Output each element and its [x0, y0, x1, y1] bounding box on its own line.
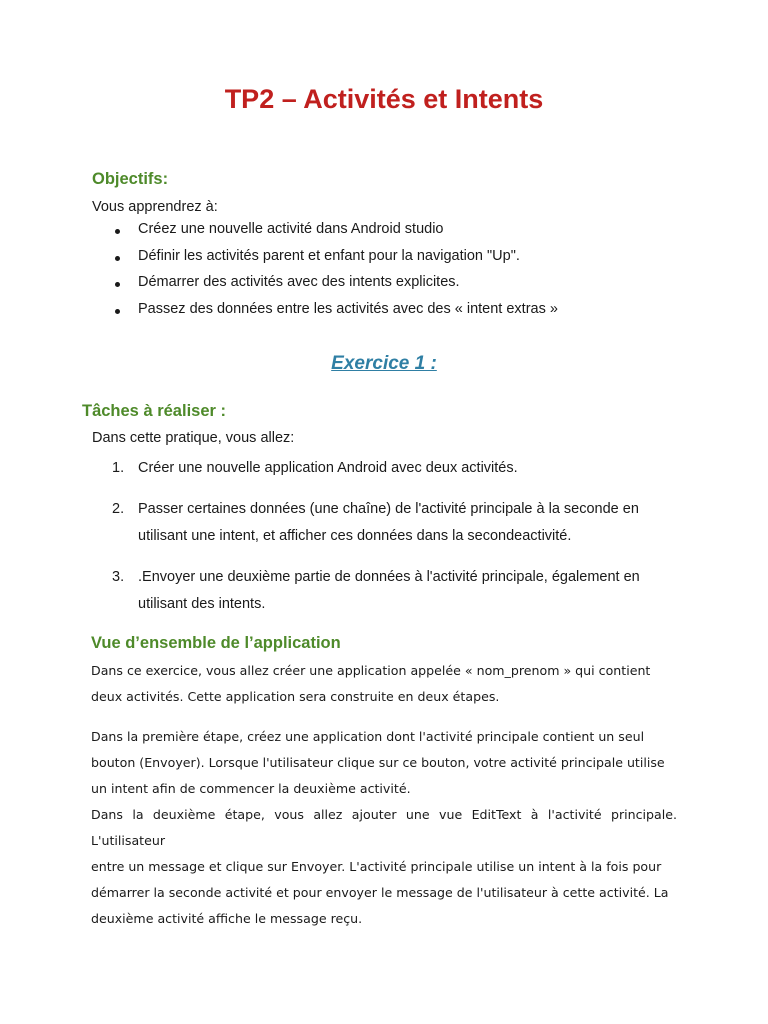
overview-paragraph [91, 658, 677, 710]
task-step [112, 564, 682, 618]
task-step [112, 496, 682, 550]
paragraph-line: Dans la deuxième étape, vous allez ajouter une vue EditText à l'activité principale. L'utilisateur [91, 807, 677, 848]
paragraph-line: deuxième activité affiche le message reçu. [91, 911, 363, 926]
paragraph-line: un intent afin de commencer la deuxième activité. [91, 781, 411, 796]
objectifs-heading: Objectifs: [92, 170, 169, 188]
step-text: utilisant des intents. [138, 596, 266, 612]
taches-steps [112, 455, 682, 618]
step-text: .Envoyer une deuxième partie de données à l'activité principale, également en [138, 569, 640, 585]
paragraph-line: démarrer la seconde activité et pour envoyer le message de l'utilisateur à cette activité. La [91, 885, 669, 900]
document-title: TP2 – Activités et Intents [224, 84, 544, 114]
objectif-item: Passez des données entre les activités avec des « intent extras » [112, 301, 558, 328]
paragraph-line: deux activités. Cette application sera construite en deux étapes. [91, 689, 500, 704]
paragraph-line: Dans ce exercice, vous allez créer une application appelée « nom_prenom » qui contient [91, 663, 651, 678]
paragraph-line: entre un message et clique sur Envoyer. L'activité principale utilise un intent à la fois pour [91, 859, 662, 874]
step-text: utilisant une intent, et afficher ces données dans la secondeactivité. [138, 528, 572, 544]
step-text: Passer certaines données (une chaîne) de l'activité principale à la seconde en [138, 501, 639, 517]
overview-heading: Vue d’ensemble de l’application [91, 634, 341, 652]
step-number: 2. [112, 501, 125, 517]
exercise-title: Exercice 1 : [331, 353, 437, 374]
task-step [112, 455, 682, 482]
taches-intro: Dans cette pratique, vous allez: [92, 430, 295, 446]
objectif-item: Définir les activités parent et enfant pour la navigation "Up". [112, 248, 558, 275]
objectifs-list [112, 221, 558, 327]
objectif-item: Démarrer des activités avec des intents explicites. [112, 274, 558, 301]
step-number: 3. [112, 569, 125, 585]
objectif-item: Créez une nouvelle activité dans Android studio [112, 221, 558, 248]
step-text: Créer une nouvelle application Android avec deux activités. [138, 460, 518, 476]
taches-heading: Tâches à réaliser : [82, 402, 227, 420]
overview-paragraph [91, 724, 677, 802]
paragraph-line: bouton (Envoyer). Lorsque l'utilisateur clique sur ce bouton, votre activité principale utilise [91, 755, 665, 770]
step-number: 1. [112, 460, 125, 476]
overview-paragraph [91, 802, 677, 932]
paragraph-line: Dans la première étape, créez une application dont l'activité principale contient un seul [91, 729, 645, 744]
objectifs-intro: Vous apprendrez à: [92, 199, 218, 215]
